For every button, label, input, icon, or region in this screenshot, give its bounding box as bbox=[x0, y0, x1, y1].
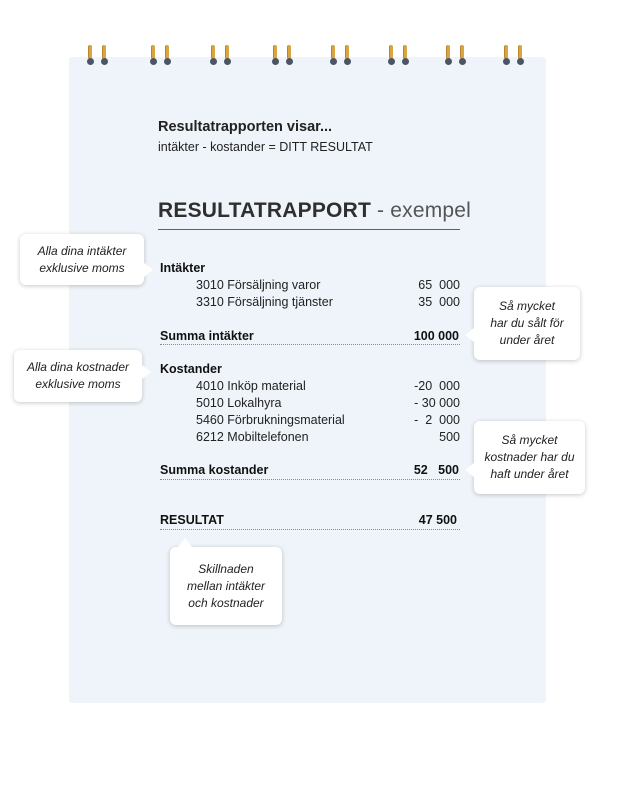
callout-sold-line: har du sålt för bbox=[490, 316, 564, 330]
callout-sold-tail bbox=[465, 328, 474, 342]
intro-title: Resultatrapporten visar... bbox=[158, 119, 333, 135]
report-title bbox=[158, 199, 471, 223]
spiral-ring-icon bbox=[287, 45, 292, 65]
callout-sold bbox=[474, 287, 580, 360]
report-title-bold: RESULTATRAPPORT bbox=[158, 199, 371, 222]
costs-sum-amount: 52 500 bbox=[413, 463, 459, 477]
callout-costs-year-line: haft under året bbox=[490, 467, 569, 481]
callout-income-tail bbox=[144, 263, 153, 277]
cost-account-row: 5460 Förbrukningsmaterial bbox=[196, 413, 345, 427]
report-title-suffix: - exempel bbox=[371, 199, 472, 222]
callout-costs-year-line: Så mycket bbox=[501, 433, 558, 447]
callout-costs-year bbox=[474, 421, 585, 494]
costs-heading: Kostander bbox=[160, 362, 222, 376]
callout-difference bbox=[170, 547, 282, 625]
cost-account-row: 4010 Inköp material bbox=[196, 379, 306, 393]
result-amount: 47 500 bbox=[418, 513, 457, 527]
cost-amount: 500 bbox=[439, 430, 460, 444]
title-underline bbox=[158, 229, 460, 230]
spiral-ring-icon bbox=[225, 45, 230, 65]
income-account-row: 3010 Försäljning varor bbox=[196, 278, 321, 292]
spiral-ring-icon bbox=[102, 45, 107, 65]
spiral-ring-icon bbox=[273, 45, 278, 65]
cost-amount: - 30 000 bbox=[414, 396, 460, 410]
callout-income-line: Alla dina intäkter bbox=[37, 243, 127, 258]
callout-costs-year-tail bbox=[465, 463, 474, 477]
intro-subtitle: intäkter - kostander = DITT RESULTAT bbox=[158, 140, 373, 154]
income-account-row: 3310 Försäljning tjänster bbox=[196, 295, 333, 309]
result-divider bbox=[160, 529, 460, 530]
spiral-ring-icon bbox=[403, 45, 408, 65]
spiral-ring-icon bbox=[331, 45, 336, 65]
result-label: RESULTAT bbox=[160, 513, 224, 527]
callout-difference-tail bbox=[178, 538, 192, 547]
callout-sold-line: Så mycket bbox=[498, 299, 555, 313]
spiral-ring-icon bbox=[151, 45, 156, 65]
spiral-ring-icon bbox=[446, 45, 451, 65]
cost-amount: -20 000 bbox=[414, 379, 460, 393]
cost-account-row: 5010 Lokalhyra bbox=[196, 396, 282, 410]
callout-difference-line: och kostnader bbox=[188, 595, 264, 610]
cost-account-row: 6212 Mobiltelefonen bbox=[196, 430, 309, 444]
cost-amount: - 2 000 bbox=[414, 413, 460, 427]
income-amount: 65 000 bbox=[418, 278, 460, 292]
callout-costs-year-line: kostnader har du bbox=[484, 450, 575, 464]
callout-difference-line: Skillnaden bbox=[198, 561, 254, 576]
callout-income bbox=[20, 234, 144, 285]
spiral-ring-icon bbox=[88, 45, 93, 65]
spiral-ring-icon bbox=[504, 45, 509, 65]
callout-costs-tail bbox=[142, 365, 151, 379]
spiral-ring-icon bbox=[518, 45, 523, 65]
income-heading: Intäkter bbox=[160, 261, 206, 275]
spiral-ring-icon bbox=[211, 45, 216, 65]
income-sum-label: Summa intäkter bbox=[160, 329, 254, 343]
income-sum-divider bbox=[160, 344, 460, 345]
income-sum-amount: 100 000 bbox=[413, 329, 459, 343]
callout-costs bbox=[14, 350, 142, 402]
spiral-ring-icon bbox=[460, 45, 465, 65]
spiral-ring-icon bbox=[345, 45, 350, 65]
income-amount: 35 000 bbox=[418, 295, 460, 309]
spiral-ring-icon bbox=[165, 45, 170, 65]
costs-sum-divider bbox=[160, 479, 460, 480]
callout-income-line: exklusive moms bbox=[39, 260, 125, 275]
callout-costs-line: exklusive moms bbox=[35, 377, 121, 391]
callout-sold-line: under året bbox=[499, 333, 555, 347]
callout-costs-line: Alla dina kostnader bbox=[26, 360, 130, 374]
costs-sum-label: Summa kostander bbox=[160, 463, 269, 477]
spiral-ring-icon bbox=[389, 45, 394, 65]
callout-difference-line: mellan intäkter bbox=[186, 578, 266, 593]
